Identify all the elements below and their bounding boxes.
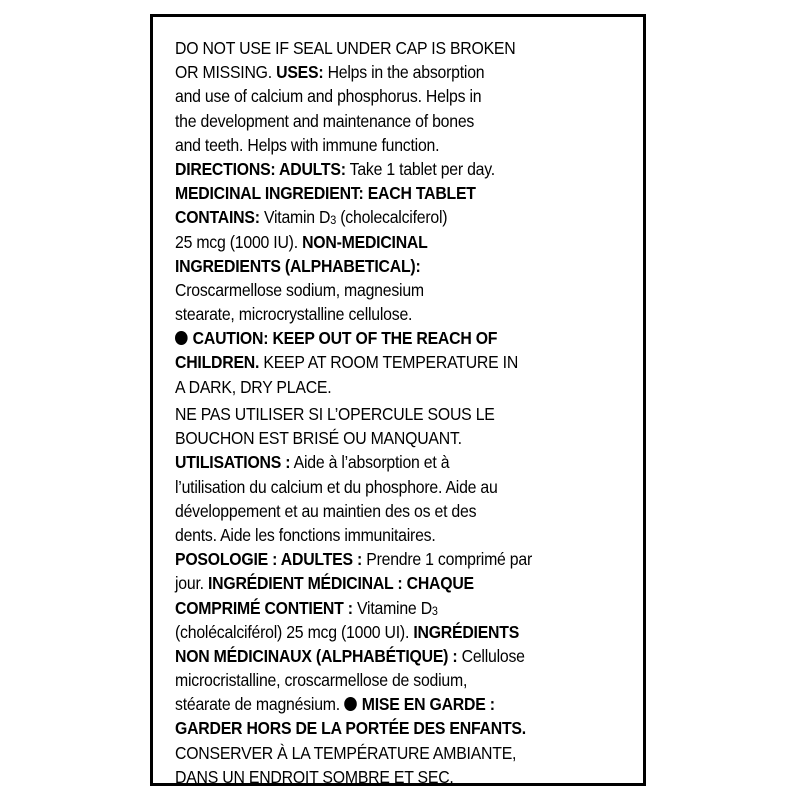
fr-line-8 xyxy=(175,571,598,595)
vitamin-subscript: 3 xyxy=(431,603,438,618)
en-line-4 xyxy=(175,109,598,133)
caution-heading: CAUTION: KEEP OUT OF THE REACH OF xyxy=(188,328,498,349)
fr-line-16 xyxy=(175,765,598,789)
storage-text: A DARK, DRY PLACE. xyxy=(175,376,332,397)
vitamin-name: Vitamin D xyxy=(259,207,331,228)
contains-heading: COMPRIMÉ CONTIENT : xyxy=(175,597,353,618)
en-line-15 xyxy=(175,375,598,399)
vitamin-dose: 25 mcg (1000 IU). xyxy=(175,231,303,252)
non-medicinal-list-end: stéarate de magnésium. xyxy=(175,694,345,715)
non-medicinal-heading: INGRÉDIENTS xyxy=(413,621,520,642)
uses-text: développement et au maintien des os et des xyxy=(175,500,477,521)
uses-text: l’utilisation du calcium et du phosphore. Aide au xyxy=(175,476,498,497)
fr-line-14 xyxy=(175,716,598,740)
fr-line-3 xyxy=(175,450,598,474)
en-line-9 xyxy=(175,230,598,254)
seal-warning-text-end: OR MISSING. xyxy=(175,62,277,83)
uses-text: the development and maintenance of bones xyxy=(175,110,475,131)
vitamin-dose: (cholécalciférol) 25 mcg (1000 UI). xyxy=(175,621,414,642)
medicinal-ingredient-heading: MEDICINAL INGREDIENT: EACH TABLET xyxy=(175,183,476,204)
vitamin-name: Vitamine D xyxy=(352,597,432,618)
fr-line-7 xyxy=(175,547,598,571)
en-line-12 xyxy=(175,302,598,326)
fr-line-12 xyxy=(175,668,598,692)
directions-text: Prendre 1 comprimé par xyxy=(362,549,533,570)
non-medicinal-heading-end: NON MÉDICINAUX (ALPHABÉTIQUE) : xyxy=(175,645,458,666)
uses-text: dents. Aide les fonctions immunitaires. xyxy=(175,524,436,545)
fr-line-5 xyxy=(175,499,598,523)
non-medicinal-heading: NON-MEDICINAL xyxy=(302,231,428,252)
medicinal-ingredient-heading: INGRÉDIENT MÉDICINAL : CHAQUE xyxy=(207,573,474,594)
directions-text: Take 1 tablet per day. xyxy=(345,158,495,179)
fr-line-11 xyxy=(175,644,598,668)
fr-line-1 xyxy=(175,402,598,426)
uses-text: and use of calcium and phosphorus. Helps in xyxy=(175,86,482,107)
uses-heading: UTILISATIONS : xyxy=(175,452,291,473)
fr-line-6 xyxy=(175,523,598,547)
non-medicinal-list: Cellulose xyxy=(457,645,525,666)
non-medicinal-heading-end: INGREDIENTS (ALPHABETICAL): xyxy=(175,255,421,276)
vitamin-subscript: 3 xyxy=(330,213,337,228)
en-line-1 xyxy=(175,36,598,60)
non-medicinal-list: microcristalline, croscarmellose de sodium, xyxy=(175,670,468,691)
caution-heading-end: CHILDREN. xyxy=(175,352,260,373)
label-panel xyxy=(150,14,646,786)
en-line-3 xyxy=(175,84,598,108)
directions-text-end: jour. xyxy=(175,573,208,594)
seal-warning-text: DO NOT USE IF SEAL UNDER CAP IS BROKEN xyxy=(175,38,516,58)
non-medicinal-list: Croscarmellose sodium, magnesium xyxy=(175,279,424,300)
en-line-8 xyxy=(175,205,598,229)
filled-circle-icon xyxy=(175,331,188,345)
vitamin-chemical-name: (cholecalciferol) xyxy=(336,207,448,228)
fr-line-9 xyxy=(175,596,598,620)
storage-text: DANS UN ENDROIT SOMBRE ET SEC. xyxy=(175,766,454,787)
en-line-7 xyxy=(175,181,598,205)
contains-heading: CONTAINS: xyxy=(175,207,260,228)
en-line-14 xyxy=(175,350,598,374)
directions-heading: POSOLOGIE : ADULTES : xyxy=(175,549,363,570)
storage-text: KEEP AT ROOM TEMPERATURE IN xyxy=(259,352,519,373)
fr-line-13 xyxy=(175,692,598,716)
fr-line-10 xyxy=(175,620,598,644)
french-label-text xyxy=(175,402,598,789)
uses-text: Aide à l’absorption et à xyxy=(290,452,450,473)
en-line-6 xyxy=(175,157,598,181)
fr-line-15 xyxy=(175,741,598,765)
filled-circle-icon xyxy=(344,697,357,711)
non-medicinal-list: stearate, microcrystalline cellulose. xyxy=(175,304,413,325)
directions-heading: DIRECTIONS: ADULTS: xyxy=(175,158,346,179)
fr-line-2 xyxy=(175,426,598,450)
en-line-11 xyxy=(175,278,598,302)
english-label-text xyxy=(175,36,598,399)
seal-warning-text: NE PAS UTILISER SI L’OPERCULE SOUS LE xyxy=(175,404,495,424)
en-line-5 xyxy=(175,133,598,157)
uses-text: Helps in the absorption xyxy=(323,62,485,83)
caution-heading-end: GARDER HORS DE LA PORTÉE DES ENFANTS. xyxy=(175,718,526,739)
caution-heading: MISE EN GARDE : xyxy=(357,694,495,715)
en-line-2 xyxy=(175,60,598,84)
en-line-13 xyxy=(175,326,598,350)
fr-line-4 xyxy=(175,475,598,499)
seal-warning-text: BOUCHON EST BRISÉ OU MANQUANT. xyxy=(175,428,462,449)
storage-text: CONSERVER À LA TEMPÉRATURE AMBIANTE, xyxy=(175,742,517,763)
uses-heading: USES: xyxy=(276,62,324,83)
uses-text: and teeth. Helps with immune function. xyxy=(175,134,440,155)
en-line-10 xyxy=(175,254,598,278)
